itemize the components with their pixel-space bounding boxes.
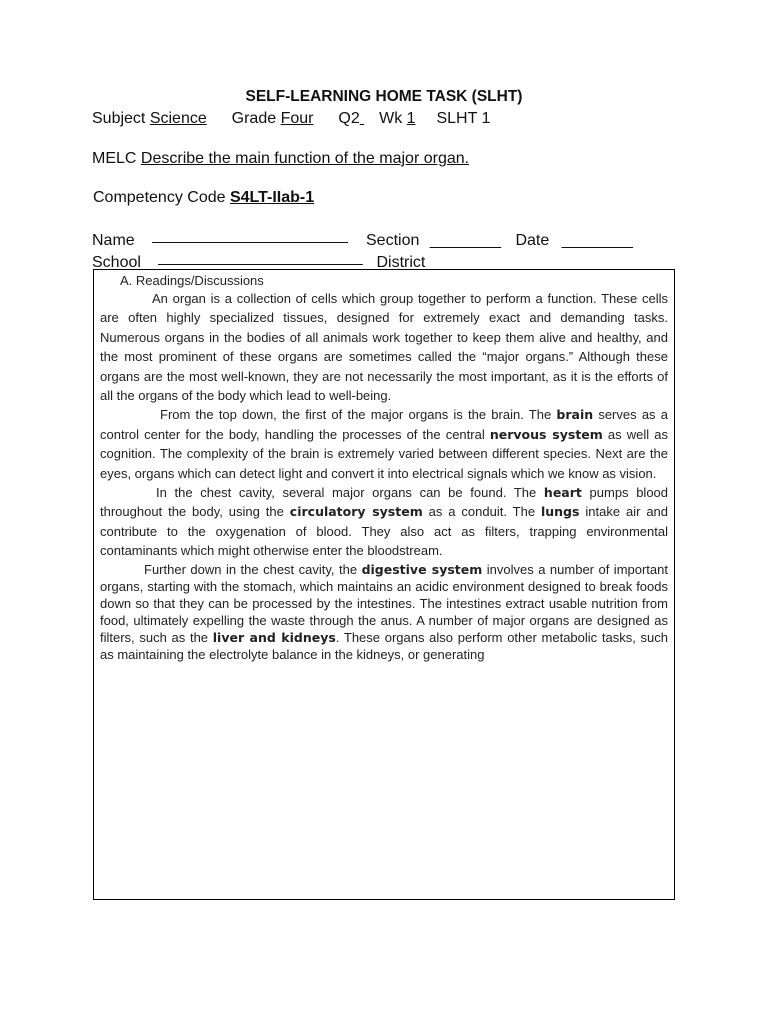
district-blank[interactable]: __________________ [433, 254, 594, 271]
keyword-heart: heart [543, 485, 582, 501]
grade-label: Grade [231, 110, 277, 127]
subject-value: Science [149, 110, 207, 127]
paragraph-4-text-c: . These organs also perform other metabolic tasks, such as maintaining the electrolyte balance in the kidneys, or generating [100, 629, 668, 662]
melc-value: Describe the main function of the major organ. [140, 150, 470, 167]
district-label: District [376, 254, 426, 271]
keyword-liver-and-kidneys: liver and kidneys [212, 629, 336, 645]
paragraph-2-text-b: serves as a control center for the body, handling the processes of the central [100, 407, 668, 442]
competency-label: Competency Code [93, 189, 226, 206]
reading-box [93, 269, 675, 900]
keyword-digestive-system: digestive system [361, 561, 483, 577]
keyword-circulatory-system: circulatory system [289, 504, 423, 520]
competency-code: S4LT-IIab-1 [229, 189, 315, 206]
paragraph-2-text-a: From the top down, the first of the major organs is the brain. The [160, 407, 557, 423]
melc-label: MELC [92, 150, 137, 167]
week-value: 1 [406, 110, 416, 127]
date-blank[interactable]: ________ [561, 232, 633, 249]
slht-number: SLHT 1 [436, 110, 491, 127]
quarter-value: Q2 [338, 110, 360, 127]
week-label: Wk [379, 110, 403, 127]
paragraph-brain [100, 405, 668, 483]
paragraph-3-text-a: In the chest cavity, several major organs can be found. The [156, 485, 544, 501]
paragraph-organ-definition [100, 289, 668, 405]
section-blank[interactable]: ________ [429, 232, 502, 249]
date-label: Date [515, 232, 550, 249]
melc-row [92, 150, 469, 168]
keyword-brain: brain [556, 407, 594, 423]
subject-row [92, 110, 490, 128]
name-blank[interactable]: ______________________ [152, 227, 348, 244]
reading-content [100, 272, 668, 663]
page-title: SELF-LEARNING HOME TASK (SLHT) [245, 88, 523, 105]
paragraph-chest-cavity [100, 483, 668, 561]
paragraph-4-text-b: involves a number of important organs, starting with the stomach, which maintains an acidic environment designed to break foods down so that they can be processed by the intestines. The intestines extract usable nutrition from food, ultimately expelling the waste through the anus. A number of major organs are designed as filters, such as the [100, 561, 668, 645]
paragraph-3-text-d: intake air and contribute to the oxygenation of blood. They also act as filters, trapping environmental contaminants which might otherwise enter the bloodstream. [100, 504, 669, 559]
paragraph-digestive [100, 561, 668, 663]
section-heading: A. Readings/Discussions [120, 273, 264, 288]
section-label: Section [366, 232, 420, 249]
paragraph-3-text-b: pumps blood throughout the body, using the [100, 485, 669, 520]
school-blank[interactable]: _______________________ [158, 249, 363, 266]
keyword-lungs: lungs [540, 504, 580, 520]
paragraph-4-text-a: Further down in the chest cavity, the [144, 561, 362, 577]
paragraph-2-text-c: as well as cognition. The complexity of the brain is extremely varied between different species. Next are the eyes, organs which can detect light and convert it into electrical signals which we know as vision. [100, 426, 668, 481]
name-row [92, 227, 633, 250]
grade-value: Four [280, 110, 314, 127]
school-label: School [92, 254, 141, 271]
paragraph-3-text-c: as a conduit. The [422, 504, 541, 520]
name-label: Name [92, 232, 135, 249]
paragraph-1-text: An organ is a collection of cells which group together to perform a function. These cells are often highly specialized tissues, designed for extremely exact and demanding tasks. Numerous organs in the bodies of all animals work together to keep them alive and healthy, and the most prominent of these organs are sometimes called the “major organs.” Although these organs are the most well-known, they are not necessarily the most important, as it is the efforts of all the organs of the body which lead to well-being. [100, 291, 668, 404]
keyword-nervous-system: nervous system [489, 426, 603, 442]
subject-label: Subject [92, 110, 146, 127]
competency-row [93, 189, 314, 207]
